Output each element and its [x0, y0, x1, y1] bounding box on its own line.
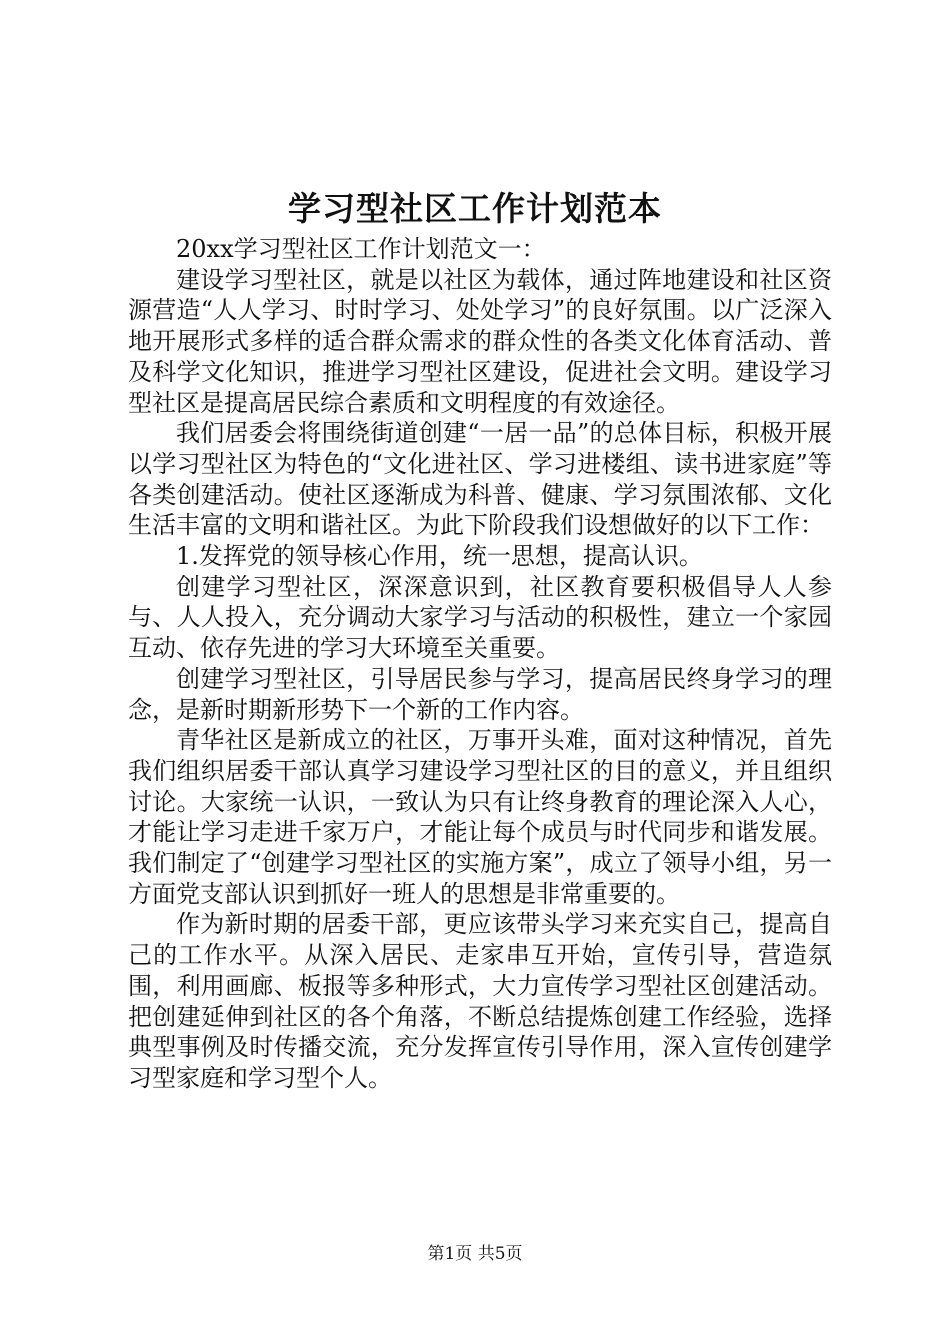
page-footer: 第1页 共5页: [427, 1244, 523, 1264]
paragraph-7: 作为新时期的居委干部，更应该带头学习来充实自己，提高自己的工作水平。从深入居民、走家串互开始，宣传引导，营造氛围，利用画廊、板报等多种形式，大力宣传学习型社区创建活动。把创建延伸到社区的各个角落，不断总结提炼创建工作经验，选择典型事例及时传播交流，充分发挥宣传引导作用，深入宣传创建学习型家庭和学习型个人。: [128, 910, 832, 1092]
paragraph-4: 创建学习型社区，深深意识到，社区教育要积极倡导人人参与、人人投入，充分调动大家学习与活动的积极性，建立一个家园互动、依存先进的学习大环境至关重要。: [128, 572, 832, 663]
document-title: 学习型社区工作计划范本: [288, 189, 662, 228]
paragraph-2: 我们居委会将围绕街道创建“一居一品”的总体目标，积极开展以学习型社区为特色的“文化进社区、学习进楼组、读书进家庭”等各类创建活动。使社区逐渐成为科普、健康、学习氛围浓郁、文化生活丰富的文明和谐社区。为此下阶段我们设想做好的以下工作：: [128, 419, 832, 540]
paragraph-1: 建设学习型社区，就是以社区为载体，通过阵地建设和社区资源营造“人人学习、时时学习、处处学习”的良好氛围。以广泛深入地开展形式多样的适合群众需求的群众性的各类文化体育活动、普及科学文化知识，推进学习型社区建设，促进社会文明。建设学习型社区是提高居民综合素质和文明程度的有效途径。: [128, 265, 832, 417]
paragraph-3: 1.发挥党的领导核心作用，统一思想，提高认识。: [176, 542, 703, 571]
document-body: [128, 234, 832, 1094]
paragraph-6: 青华社区是新成立的社区，万事开头难，面对这种情况，首先我们组织居委干部认真学习建设学习型社区的目的意义，并且组织讨论。大家统一认识，一致认为只有让终身教育的理论深入人心，才能让学习走进千家万户，才能让每个成员与时代同步和谐发展。我们制定了“创建学习型社区的实施方案”，成立了领导小组，另一方面党支部认识到抓好一班人的思想是非常重要的。: [128, 726, 832, 908]
paragraph-5: 创建学习型社区，引导居民参与学习，提高居民终身学习的理念，是新时期新形势下一个新的工作内容。: [128, 664, 832, 724]
paragraph-intro: 20xx学习型社区工作计划范文一：: [176, 235, 546, 263]
